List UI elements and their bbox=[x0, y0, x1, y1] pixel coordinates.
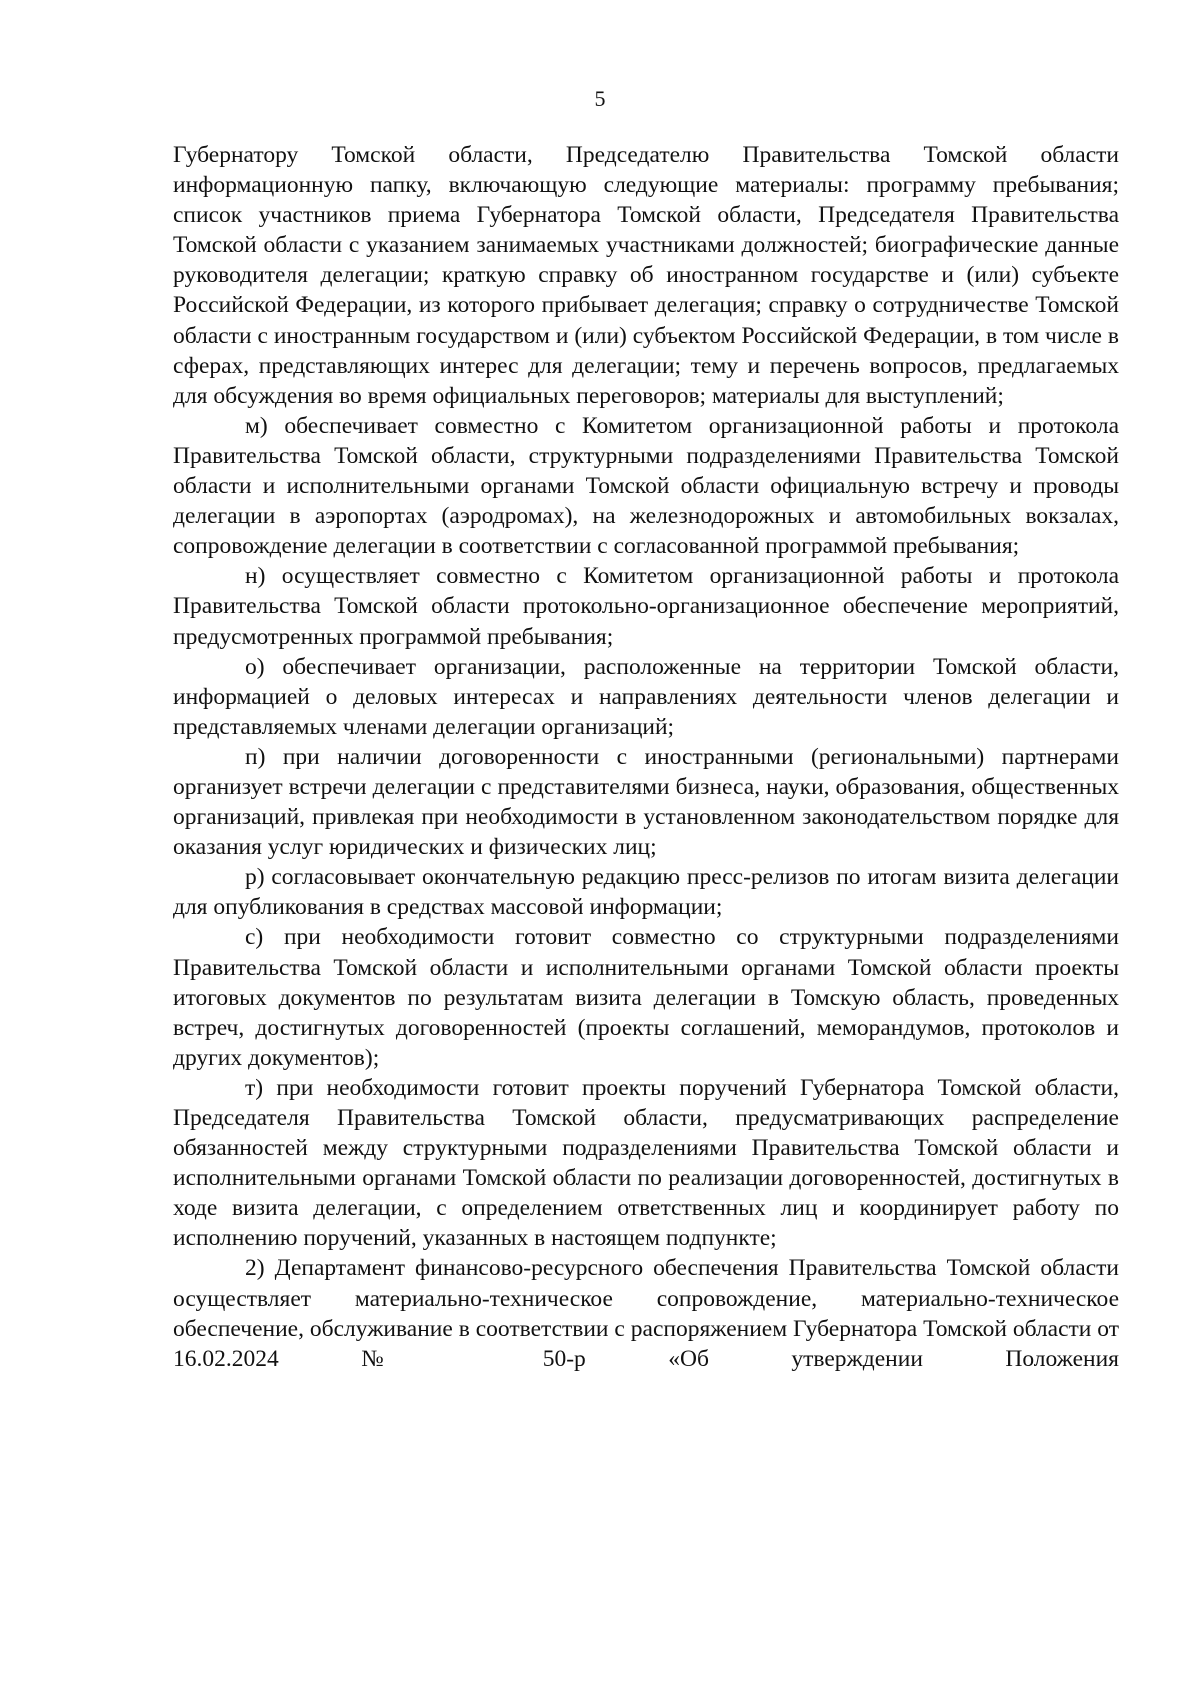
paragraph-item-n: н) осуществляет совместно с Комитетом организационной работы и протокола Правительства Томской области протокольно-организационное обеспечение мероприятий, предусмотренных программой пребывания; bbox=[173, 563, 1119, 650]
paragraph-item-t: т) при необходимости готовит проекты поручений Губернатора Томской области, Председателя Правительства Томской области, предусматривающих распределение обязанностей между структурными подразделениями Правительства Томской области и исполнительными органами Томской области по реализации договоренностей, достигнутых в ходе визита делегации, с определением ответственных лиц и координирует работу по исполнению поручений, указанных в настоящем подпункте; bbox=[173, 1074, 1119, 1252]
document-body bbox=[173, 140, 1119, 1374]
paragraph-item-m: м) обеспечивает совместно с Комитетом организационной работы и протокола Правительства Томской области, структурными подразделениями Правительства Томской области и исполнительными органами Томской области официальную встречу и проводы делегации в аэропортах (аэродромах), на железнодорожных и автомобильных вокзалах, сопровождение делегации в соответствии с согласованной программой пребывания; bbox=[173, 412, 1119, 560]
paragraph-item-o: о) обеспечивает организации, расположенные на территории Томской области, информацией о деловых интересах и направлениях деятельности членов делегации и представляемых членами делегации организаций; bbox=[173, 653, 1119, 740]
page-number: 5 bbox=[594, 86, 606, 111]
paragraph-continuation: Губернатору Томской области, Председателю Правительства Томской области информационную папку, включающую следующие материалы: программу пребывания; список участников приема Губернатора Томской области, Председателя Правительства Томской области с указанием занимаемых участниками должностей; биографические данные руководителя делегации; краткую справку об иностранном государстве и (или) субъекте Российской Федерации, из которого прибывает делегация; справку о сотрудничестве Томской области с иностранным государством и (или) субъектом Российской Федерации, в том числе в сферах, представляющих интерес для делегации; тему и перечень вопросов, предлагаемых для обсуждения во время официальных переговоров; материалы для выступлений; bbox=[173, 142, 1119, 409]
paragraph-item-r: р) согласовывает окончательную редакцию пресс-релизов по итогам визита делегации для опубликования в средствах массовой информации; bbox=[173, 864, 1119, 921]
paragraph-item-s: с) при необходимости готовит совместно со структурными подразделениями Правительства Томской области и исполнительными органами Томской области проекты итоговых документов по результатам визита делегации в Томскую область, проведенных встреч, достигнутых договоренностей (проекты соглашений, меморандумов, протоколов и других документов); bbox=[173, 924, 1119, 1071]
paragraph-item-p: п) при наличии договоренности с иностранными (региональными) партнерами организует встречи делегации с представителями бизнеса, науки, образования, общественных организаций, привлекая при необходимости в установленном законодательством порядке для оказания услуг юридических и физических лиц; bbox=[173, 743, 1119, 861]
paragraph-item-2: 2) Департамент финансово-ресурсного обеспечения Правительства Томской области осуществляет материально-техническое сопровождение, материально-техническое обеспечение, обслуживание в соответствии с распоряжением Губернатора Томской области от 16.02.2024 № 50-р «Об утверждении Положения bbox=[173, 1255, 1119, 1372]
